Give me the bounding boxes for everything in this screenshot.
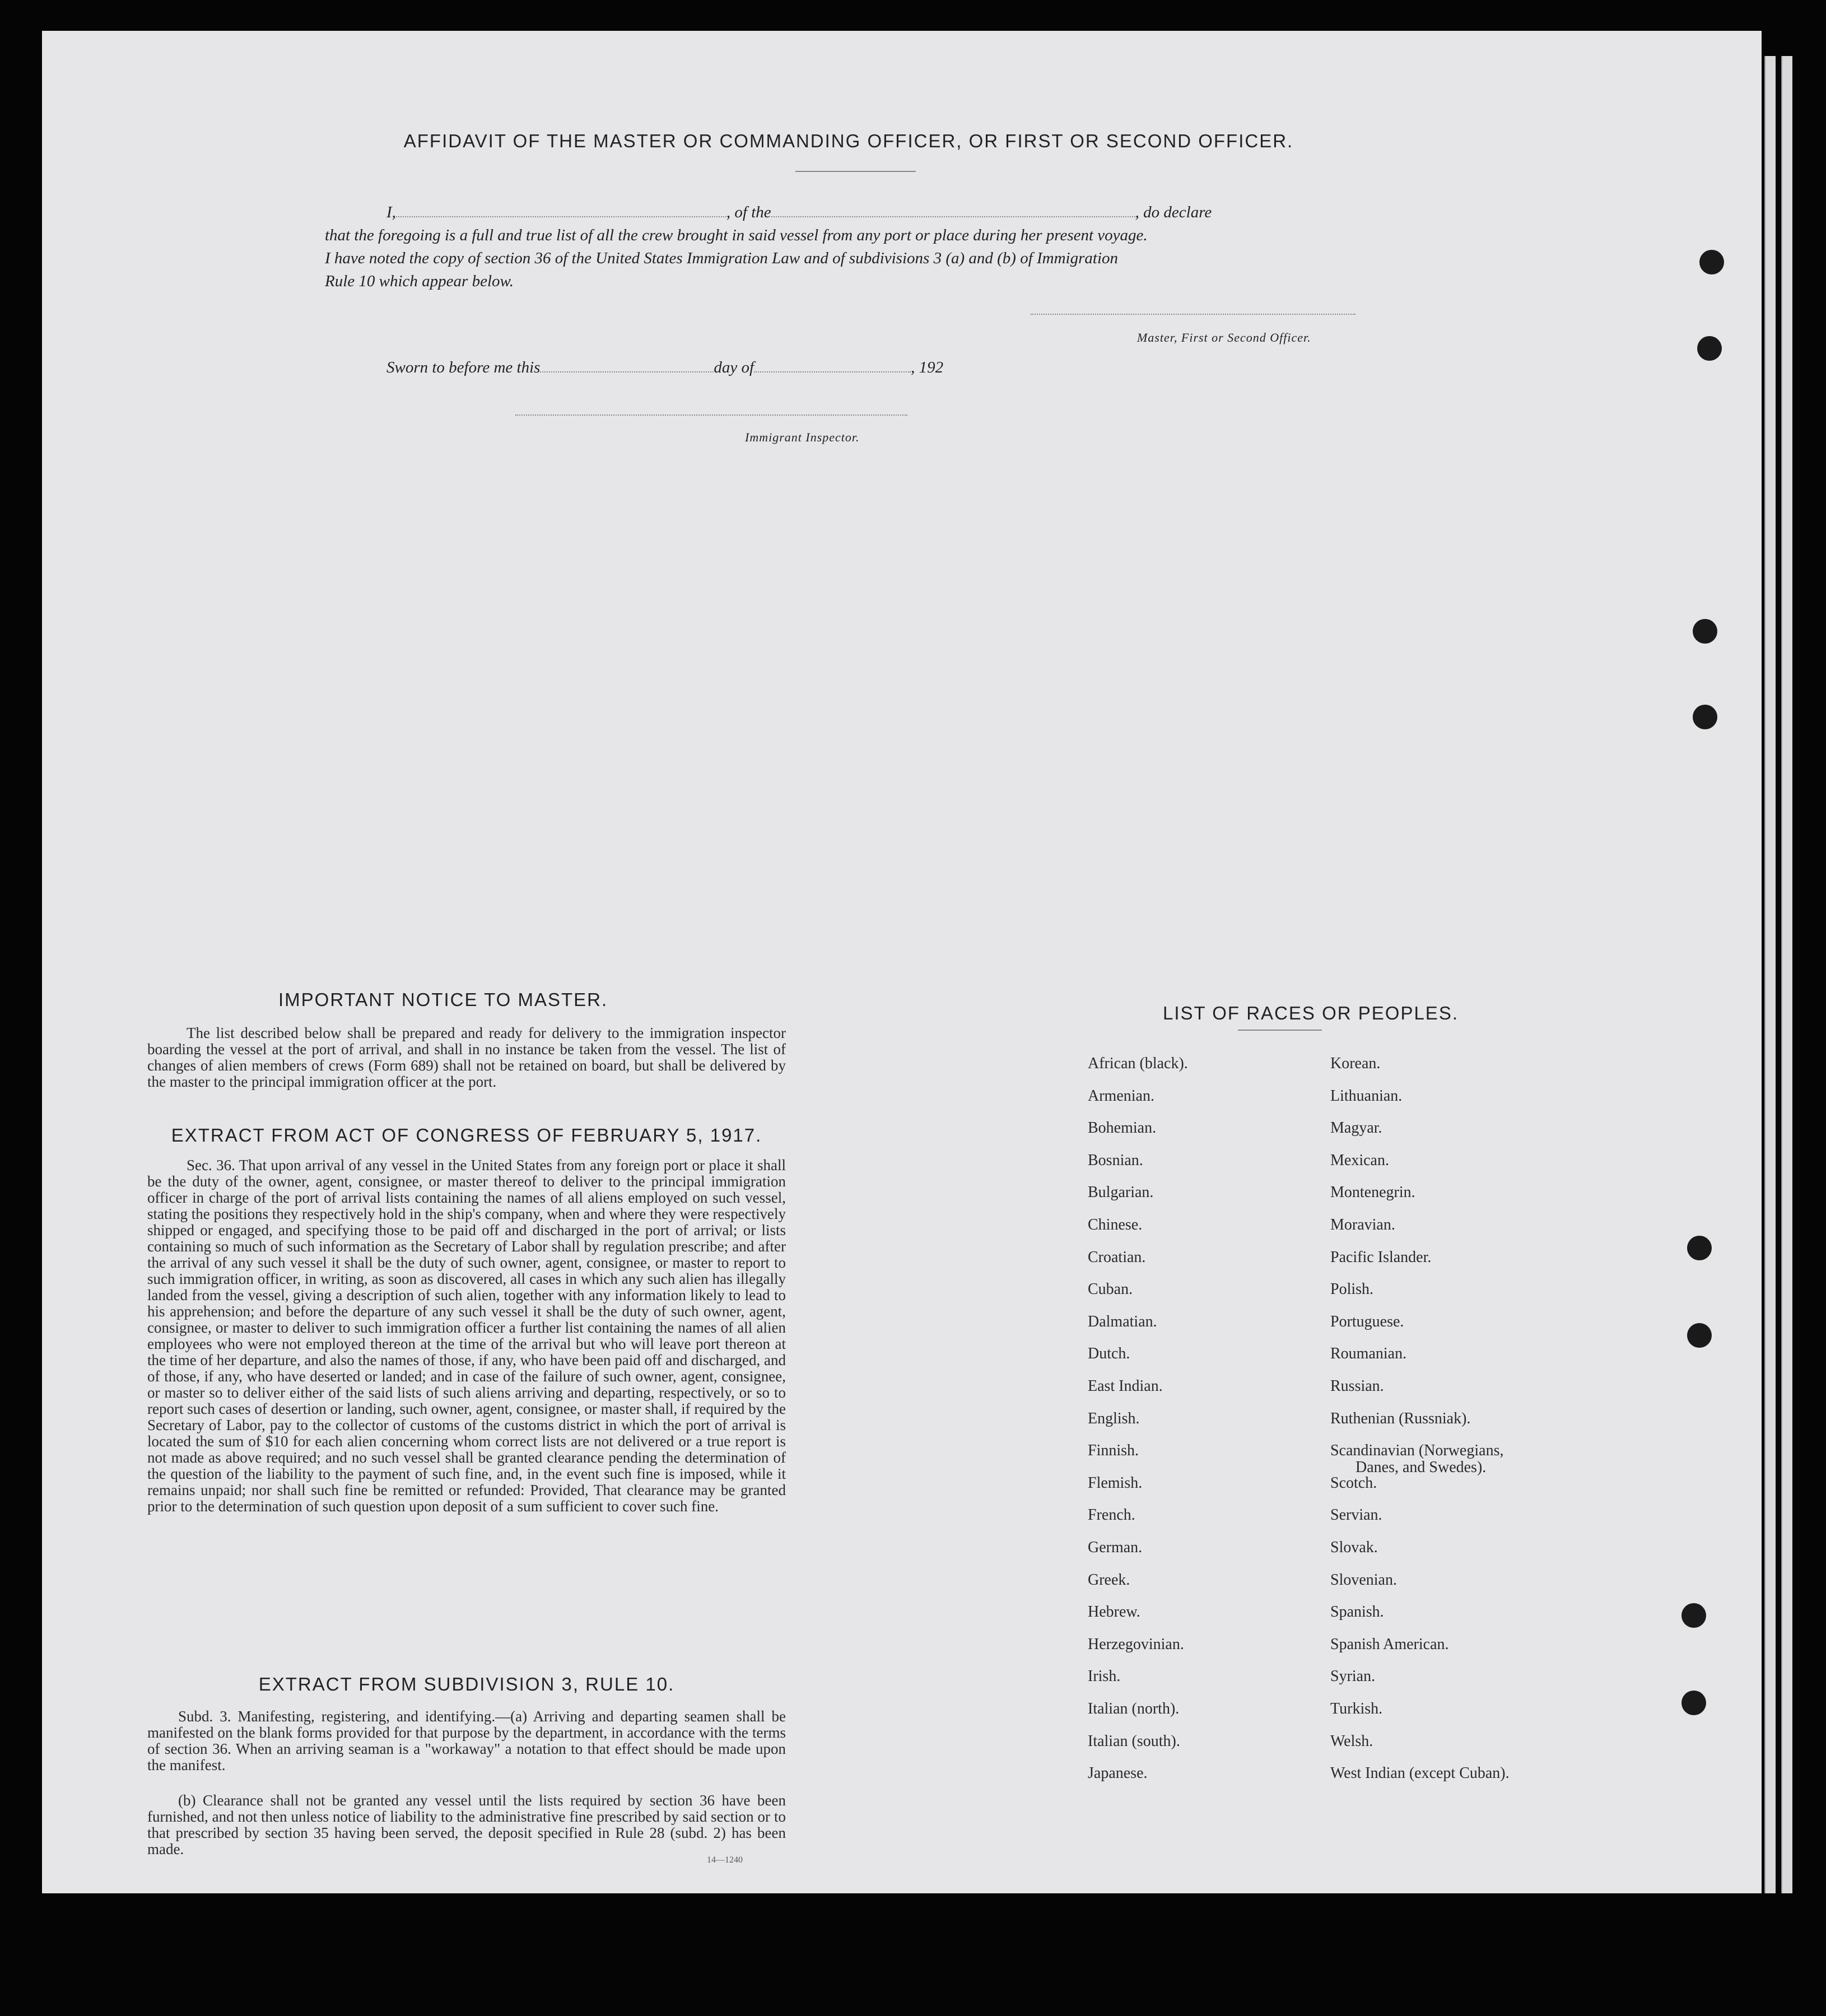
- inspector-signature-field[interactable]: [515, 415, 907, 416]
- race-item: Bosnian.: [1088, 1151, 1143, 1169]
- race-item: Korean.: [1330, 1055, 1381, 1072]
- sworn-text: Sworn to before me this: [386, 358, 541, 376]
- race-item: Danes, and Swedes).: [1355, 1459, 1487, 1477]
- race-item: Pacific Islander.: [1330, 1248, 1432, 1266]
- punch-hole: [1681, 1603, 1706, 1628]
- punch-hole: [1693, 619, 1717, 644]
- race-item: English.: [1088, 1409, 1140, 1427]
- races-title: LIST OF RACES OR PEOPLES.: [1162, 1003, 1459, 1023]
- notice-text: The list described below shall be prepared and ready for delivery to the immigration inspector boarding the vessel at the port of arrival, and shall in no instance be taken from the vessel. The list of changes of alien members of crews (Form 689) shall not be retained on board, but shall be delivered by the master to the principal immigration officer at the port.: [147, 1025, 786, 1090]
- sworn-day-of: day of: [714, 358, 754, 376]
- race-item: Cuban.: [1088, 1281, 1133, 1298]
- rule-title: EXTRACT FROM SUBDIVISION 3, RULE 10.: [258, 1674, 675, 1694]
- notice-title: IMPORTANT NOTICE TO MASTER.: [278, 989, 608, 1010]
- title-rule: [795, 171, 916, 172]
- rule-text-b: (b) Clearance shall not be granted any vessel until the lists required by section 36 have been furnished, and not then unless notice of liability to the administrative fine prescribed by said section or to that prescribed by section 35 having been served, the deposit specified in Rule 28 (subd. 2) has been made.: [147, 1792, 786, 1857]
- race-item: Dalmatian.: [1088, 1312, 1157, 1330]
- race-item: Dutch.: [1088, 1345, 1130, 1363]
- race-item: Italian (north).: [1088, 1700, 1180, 1717]
- race-item: Scotch.: [1330, 1474, 1377, 1492]
- race-item: German.: [1088, 1539, 1143, 1556]
- race-item: Croatian.: [1088, 1248, 1146, 1266]
- race-item: Portuguese.: [1330, 1312, 1404, 1330]
- race-item: Chinese.: [1088, 1216, 1143, 1233]
- race-item: Magyar.: [1330, 1119, 1382, 1137]
- race-item: Russian.: [1330, 1377, 1384, 1395]
- race-item: Finnish.: [1088, 1442, 1139, 1460]
- race-item: West Indian (except Cuban).: [1330, 1764, 1510, 1782]
- affidavit-line-3: I have noted the copy of section 36 of the United States Immigration Law and of subdivisions 3 (a) and (b) of Immigration: [325, 249, 1119, 267]
- race-item: Irish.: [1088, 1668, 1121, 1686]
- race-item: French.: [1088, 1506, 1135, 1524]
- race-item: Flemish.: [1088, 1474, 1143, 1492]
- race-item: Lithuanian.: [1330, 1087, 1403, 1105]
- race-item: Montenegrin.: [1330, 1184, 1415, 1202]
- sworn-line: [386, 358, 943, 377]
- races-title-rule: [1238, 1030, 1322, 1031]
- race-item: Polish.: [1330, 1281, 1374, 1298]
- punch-hole: [1687, 1236, 1712, 1260]
- race-item: Spanish.: [1330, 1603, 1384, 1621]
- form-number: 14—1240: [707, 1855, 743, 1865]
- page-edge: [1781, 56, 1792, 1893]
- inspector-signature-label: Immigrant Inspector.: [745, 430, 860, 444]
- affidavit-line-1: [325, 203, 1378, 222]
- race-item: Slovak.: [1330, 1539, 1378, 1556]
- punch-hole: [1693, 705, 1717, 729]
- master-name-field[interactable]: [396, 216, 726, 217]
- race-item: Moravian.: [1330, 1216, 1395, 1233]
- sworn-month-field[interactable]: [754, 371, 911, 373]
- act-text: Sec. 36. That upon arrival of any vessel in the United States from any foreign port or place it shall be the duty of the owner, agent, consignee, or master thereof to deliver to the principal immigration officer in charge of the port of arrival lists containing the names of all aliens employed on such vessel, stating the positions they respectively hold in the ship's company, when and where they were respectively shipped or engaged, and specifying those to be paid off and discharged in the port of arrival; or lists containing so much of such information as the Secretary of Labor shall by regulation prescribe; and after the arrival of any such vessel it shall be the duty of such owner, agent, consignee, or master to report to such immigration officer, in writing, as soon as discovered, all cases in which any such alien has illegally landed from the vessel, giving a description of such alien, together with any information likely to lead to his apprehension; and before the departure of any such vessel it shall be the duty of such owner, agent, consignee, or master to deliver to such immigration officer a further list containing the names of all alien employees who were not employed thereon at the time of the arrival but who will leave port thereon at the time of her departure, and also the names of those, if any, who have been paid off and discharged, and of those, if any, who have deserted or landed; and in case of the failure of such owner, agent, consignee, or master so to deliver either of the said lists of such aliens arriving and departing, respectively, or so to report such cases of desertion or landing, such owner, agent, consignee, or master shall, if required by the Secretary of Labor, pay to the collector of customs of the customs district in which the port of arrival is located the sum of $10 for each alien concerning whom correct lists are not delivered or a true report is not made as above required; and no such vessel shall be granted clearance pending the determination of the question of the liability to the payment of such fine, and, in the event such fine is imposed, while it remains unpaid; nor shall such fine be remitted or refunded: Provided, That clearance may be granted prior to the determination of such question upon deposit of a sum sufficient to cover such fine.: [147, 1157, 786, 1515]
- master-signature-label: Master, First or Second Officer.: [1137, 330, 1311, 344]
- punch-hole: [1687, 1323, 1712, 1348]
- master-signature-field[interactable]: [1031, 314, 1355, 315]
- punch-hole: [1681, 1691, 1706, 1715]
- race-item: Greek.: [1088, 1571, 1130, 1589]
- punch-hole: [1697, 336, 1722, 361]
- race-item: East Indian.: [1088, 1377, 1163, 1395]
- race-item: Roumanian.: [1330, 1345, 1407, 1363]
- race-item: Italian (south).: [1088, 1732, 1180, 1750]
- race-item: Ruthenian (Russniak).: [1330, 1409, 1471, 1427]
- affidavit-of-the: , of the: [726, 203, 771, 221]
- vessel-name-field[interactable]: [771, 216, 1135, 217]
- race-item: Bulgarian.: [1088, 1184, 1154, 1202]
- punch-hole: [1699, 250, 1724, 274]
- race-item: Armenian.: [1088, 1087, 1154, 1105]
- race-item: Slovenian.: [1330, 1571, 1397, 1589]
- race-item: Syrian.: [1330, 1668, 1376, 1686]
- affidavit-i: I,: [386, 203, 396, 221]
- race-item: Scandinavian (Norwegians,: [1330, 1442, 1504, 1460]
- sworn-year: , 192: [911, 358, 944, 376]
- race-item: Mexican.: [1330, 1151, 1389, 1169]
- race-item: Welsh.: [1330, 1732, 1373, 1750]
- affidavit-title: AFFIDAVIT OF THE MASTER OR COMMANDING OFFICER, OR FIRST OR SECOND OFFICER.: [403, 131, 1294, 151]
- race-item: Herzegovinian.: [1088, 1635, 1184, 1653]
- affidavit-line-4: Rule 10 which appear below.: [325, 272, 514, 290]
- sworn-day-field[interactable]: [540, 371, 714, 373]
- affidavit-line-2: that the foregoing is a full and true list of all the crew brought in said vessel from any port or place during her present voyage.: [325, 226, 1148, 244]
- race-item: Servian.: [1330, 1506, 1382, 1524]
- race-item: Turkish.: [1330, 1700, 1383, 1717]
- page-edge: [1764, 56, 1776, 1893]
- race-item: Japanese.: [1088, 1764, 1148, 1782]
- rule-text-a: Subd. 3. Manifesting, registering, and identifying.—(a) Arriving and departing seamen shall be manifested on the blank forms provided for that purpose by the department, in accordance with the terms of section 36. When an arriving seaman is a "workaway" a notation to that effect should be made upon the manifest.: [147, 1708, 786, 1773]
- race-item: Spanish American.: [1330, 1635, 1449, 1653]
- race-item: Bohemian.: [1088, 1119, 1157, 1137]
- document-page: [42, 31, 1762, 1893]
- race-item: Hebrew.: [1088, 1603, 1140, 1621]
- act-title: EXTRACT FROM ACT OF CONGRESS OF FEBRUARY 5, 1917.: [171, 1125, 762, 1146]
- affidavit-do-declare: , do declare: [1135, 203, 1212, 221]
- race-item: African (black).: [1088, 1055, 1188, 1072]
